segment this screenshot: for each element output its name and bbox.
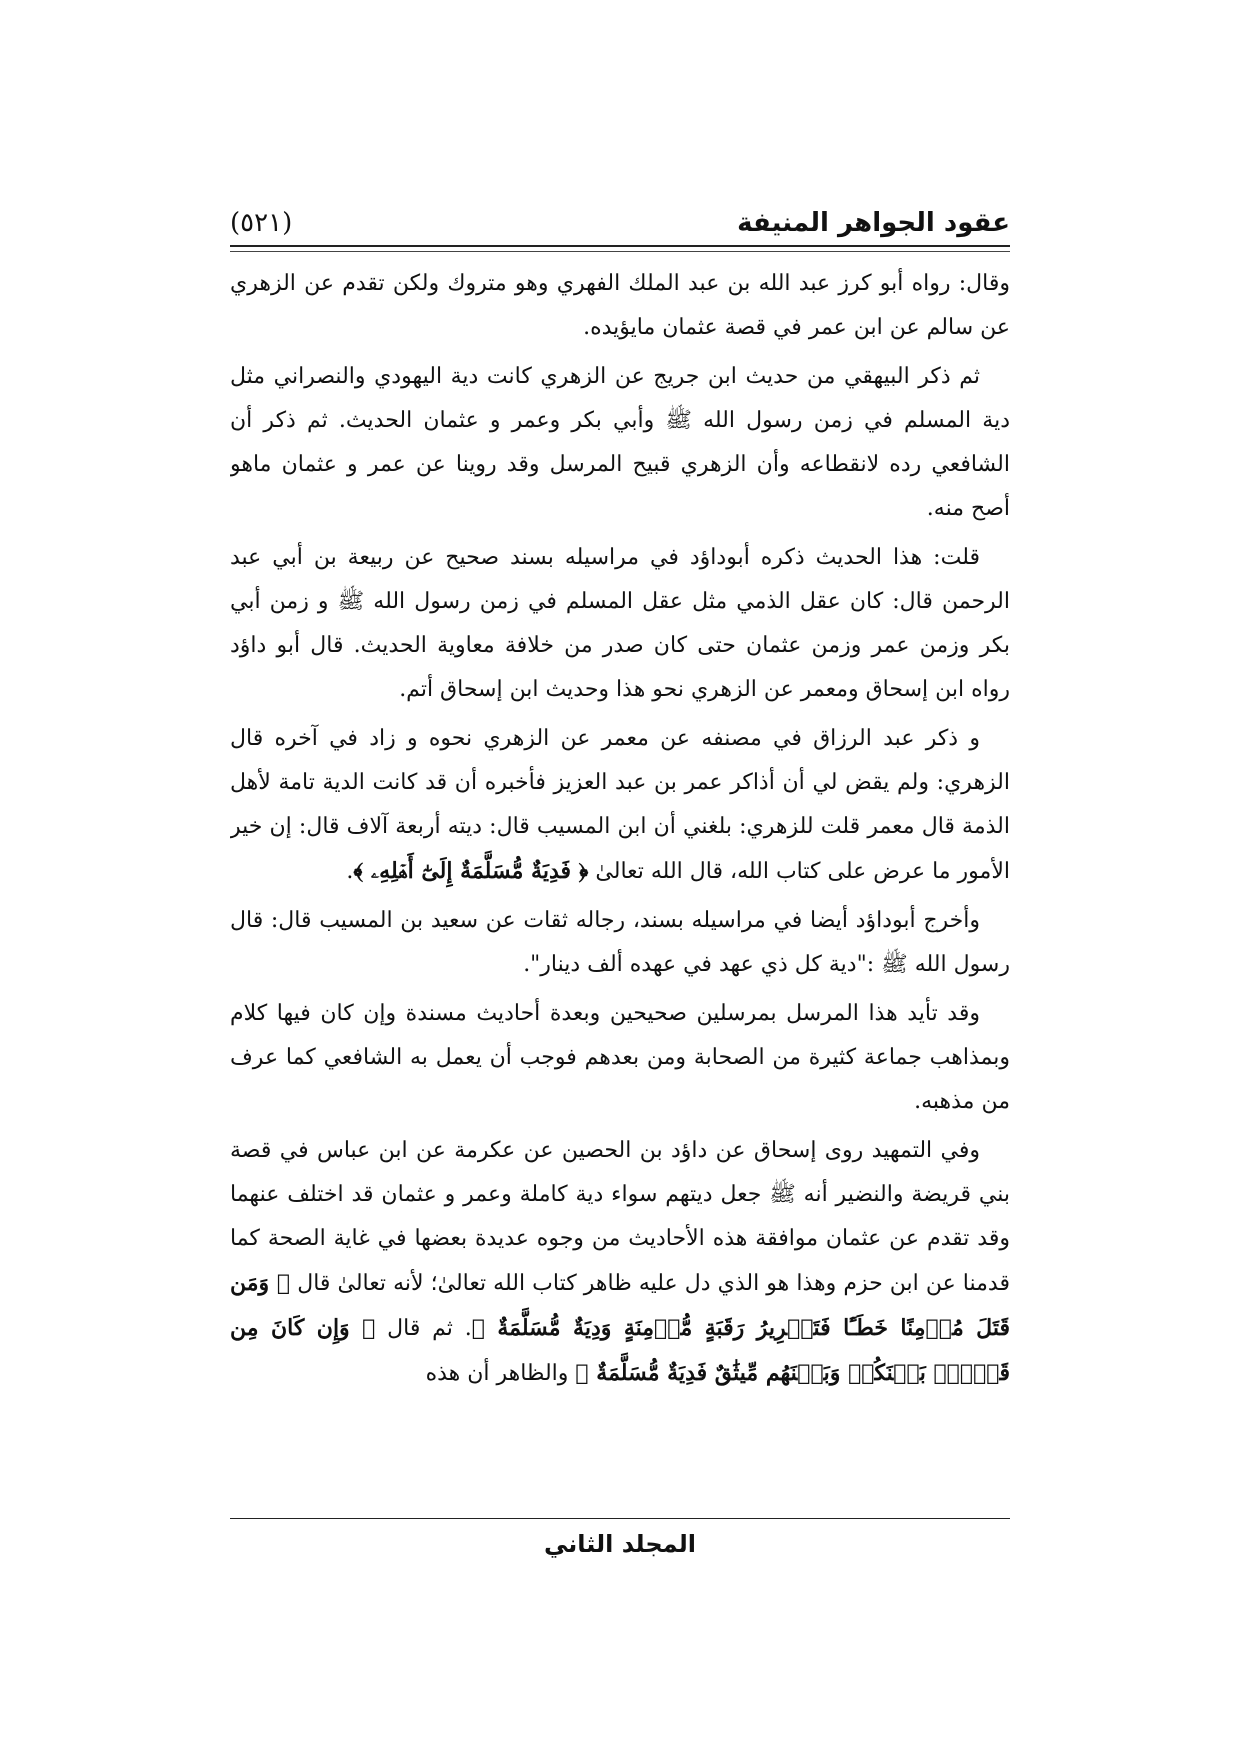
volume-label: المجلد الثاني	[544, 1530, 696, 1558]
header-rule-thin	[230, 251, 1010, 252]
body-text	[230, 262, 1010, 1490]
page-number: (٥٢١)	[230, 208, 293, 238]
paragraph: وقال: رواه أبو كرز عبد الله بن عبد الملك الفهري وهو متروك ولكن تقدم عن الزهري عن سالم عن ابن عمر في قصة عثمان مايؤيده.	[230, 271, 1010, 340]
page-header	[230, 188, 1010, 238]
quran-verse: ﴿ وَمَن قَتَلَ مُؤۡمِنًا خَطَـًٔا فَتَحۡرِيرُ رَقَبَةٍ مُّؤۡمِنَةٍ وَدِيَةٌ مُّسَلَّمَةٌ ﴾	[230, 1270, 1010, 1341]
quran-verse: ﴿ فَدِيَةٌ مُّسَلَّمَةٌ إِلَىٰٓ أَهۡلِهِۦ ﴾	[353, 858, 589, 884]
book-title: عقود الجواهر المنيفة	[737, 208, 1010, 238]
paragraph: و ذكر عبد الرزاق في مصنفه عن معمر عن الزهري نحوه و زاد في آخره قال الزهري: ولم يقض لي أن أذاكر عمر بن عبد العزيز فأخبره أن قد كانت الدية تامة لأهل الذمة قال معمر قلت للزهري: بلغني أن ابن المسيب قال: ديته أربعة آلاف قال: إن خير الأمور ما عرض على كتاب الله، قال الله تعالىٰ ﴿ فَدِيَةٌ مُّسَلَّمَةٌ إِلَىٰٓ أَهۡلِهِۦ ﴾.	[230, 726, 1010, 884]
header-rule	[230, 245, 1010, 247]
quran-verse: ﴿ وَإِن كَانَ مِن قَوۡمِۭ بَيۡنَكُمۡ وَبَيۡنَهُم مِّيثَٰقٌ فَدِيَةٌ مُّسَلَّمَةٌ ﴾	[230, 1315, 1010, 1386]
paragraph: قلت: هذا الحديث ذكره أبوداؤد في مراسيله بسند صحيح عن ربيعة بن أبي عبد الرحمن قال: كان عقل الذمي مثل عقل المسلم في زمن رسول الله ﷺ و زمن أبي بكر وزمن عمر وزمن عثمان حتى كان صدر من خلافة معاوية الحديث. قال أبو داؤد رواه ابن إسحاق ومعمر عن الزهري نحو هذا وحديث ابن إسحاق أتم.	[230, 545, 1010, 702]
footer-rule	[230, 1518, 1010, 1519]
paragraph: وفي التمهيد روى إسحاق عن داؤد بن الحصين عن عكرمة عن ابن عباس في قصة بني قريضة والنضير أنه ﷺ جعل ديتهم سواء دية كاملة وعمر و عثمان قد اختلف عنهما وقد تقدم عن عثمان موافقة هذه الأحاديث من وجوه عديدة بعضها في غاية الصحة كما قدمنا عن ابن حزم وهذا هو الذي دل عليه ظاهر كتاب الله تعالىٰ؛ لأنه تعالىٰ قال ﴿ وَمَن قَتَلَ مُؤۡمِنًا خَطَـًٔا فَتَحۡرِيرُ رَقَبَةٍ مُّؤۡمِنَةٍ وَدِيَةٌ مُّسَلَّمَةٌ ﴾. ثم قال ﴿ وَإِن كَانَ مِن قَوۡمِۭ بَيۡنَكُمۡ وَبَيۡنَهُم مِّيثَٰقٌ فَدِيَةٌ مُّسَلَّمَةٌ ﴾ والظاهر أن هذه	[230, 1138, 1010, 1386]
paragraph: وقد تأيد هذا المرسل بمرسلين صحيحين وبعدة أحاديث مسندة وإن كان فيها كلام وبمذاهب جماعة كثيرة من الصحابة ومن بعدهم فوجب أن يعمل به الشافعي كما عرف من مذهبه.	[230, 1001, 1010, 1114]
paragraph: وأخرج أبوداؤد أيضا في مراسيله بسند، رجاله ثقات عن سعيد بن المسيب قال: قال رسول الله ﷺ :"دية كل ذي عهد في عهده ألف دينار".	[230, 908, 1010, 977]
paragraph: ثم ذكر البيهقي من حديث ابن جريج عن الزهري كانت دية اليهودي والنصراني مثل دية المسلم في زمن رسول الله ﷺ وأبي بكر وعمر و عثمان الحديث. ثم ذكر أن الشافعي رده لانقطاعه وأن الزهري قبيح المرسل وقد روينا عن عمر و عثمان ماهو أصح منه.	[230, 364, 1010, 521]
